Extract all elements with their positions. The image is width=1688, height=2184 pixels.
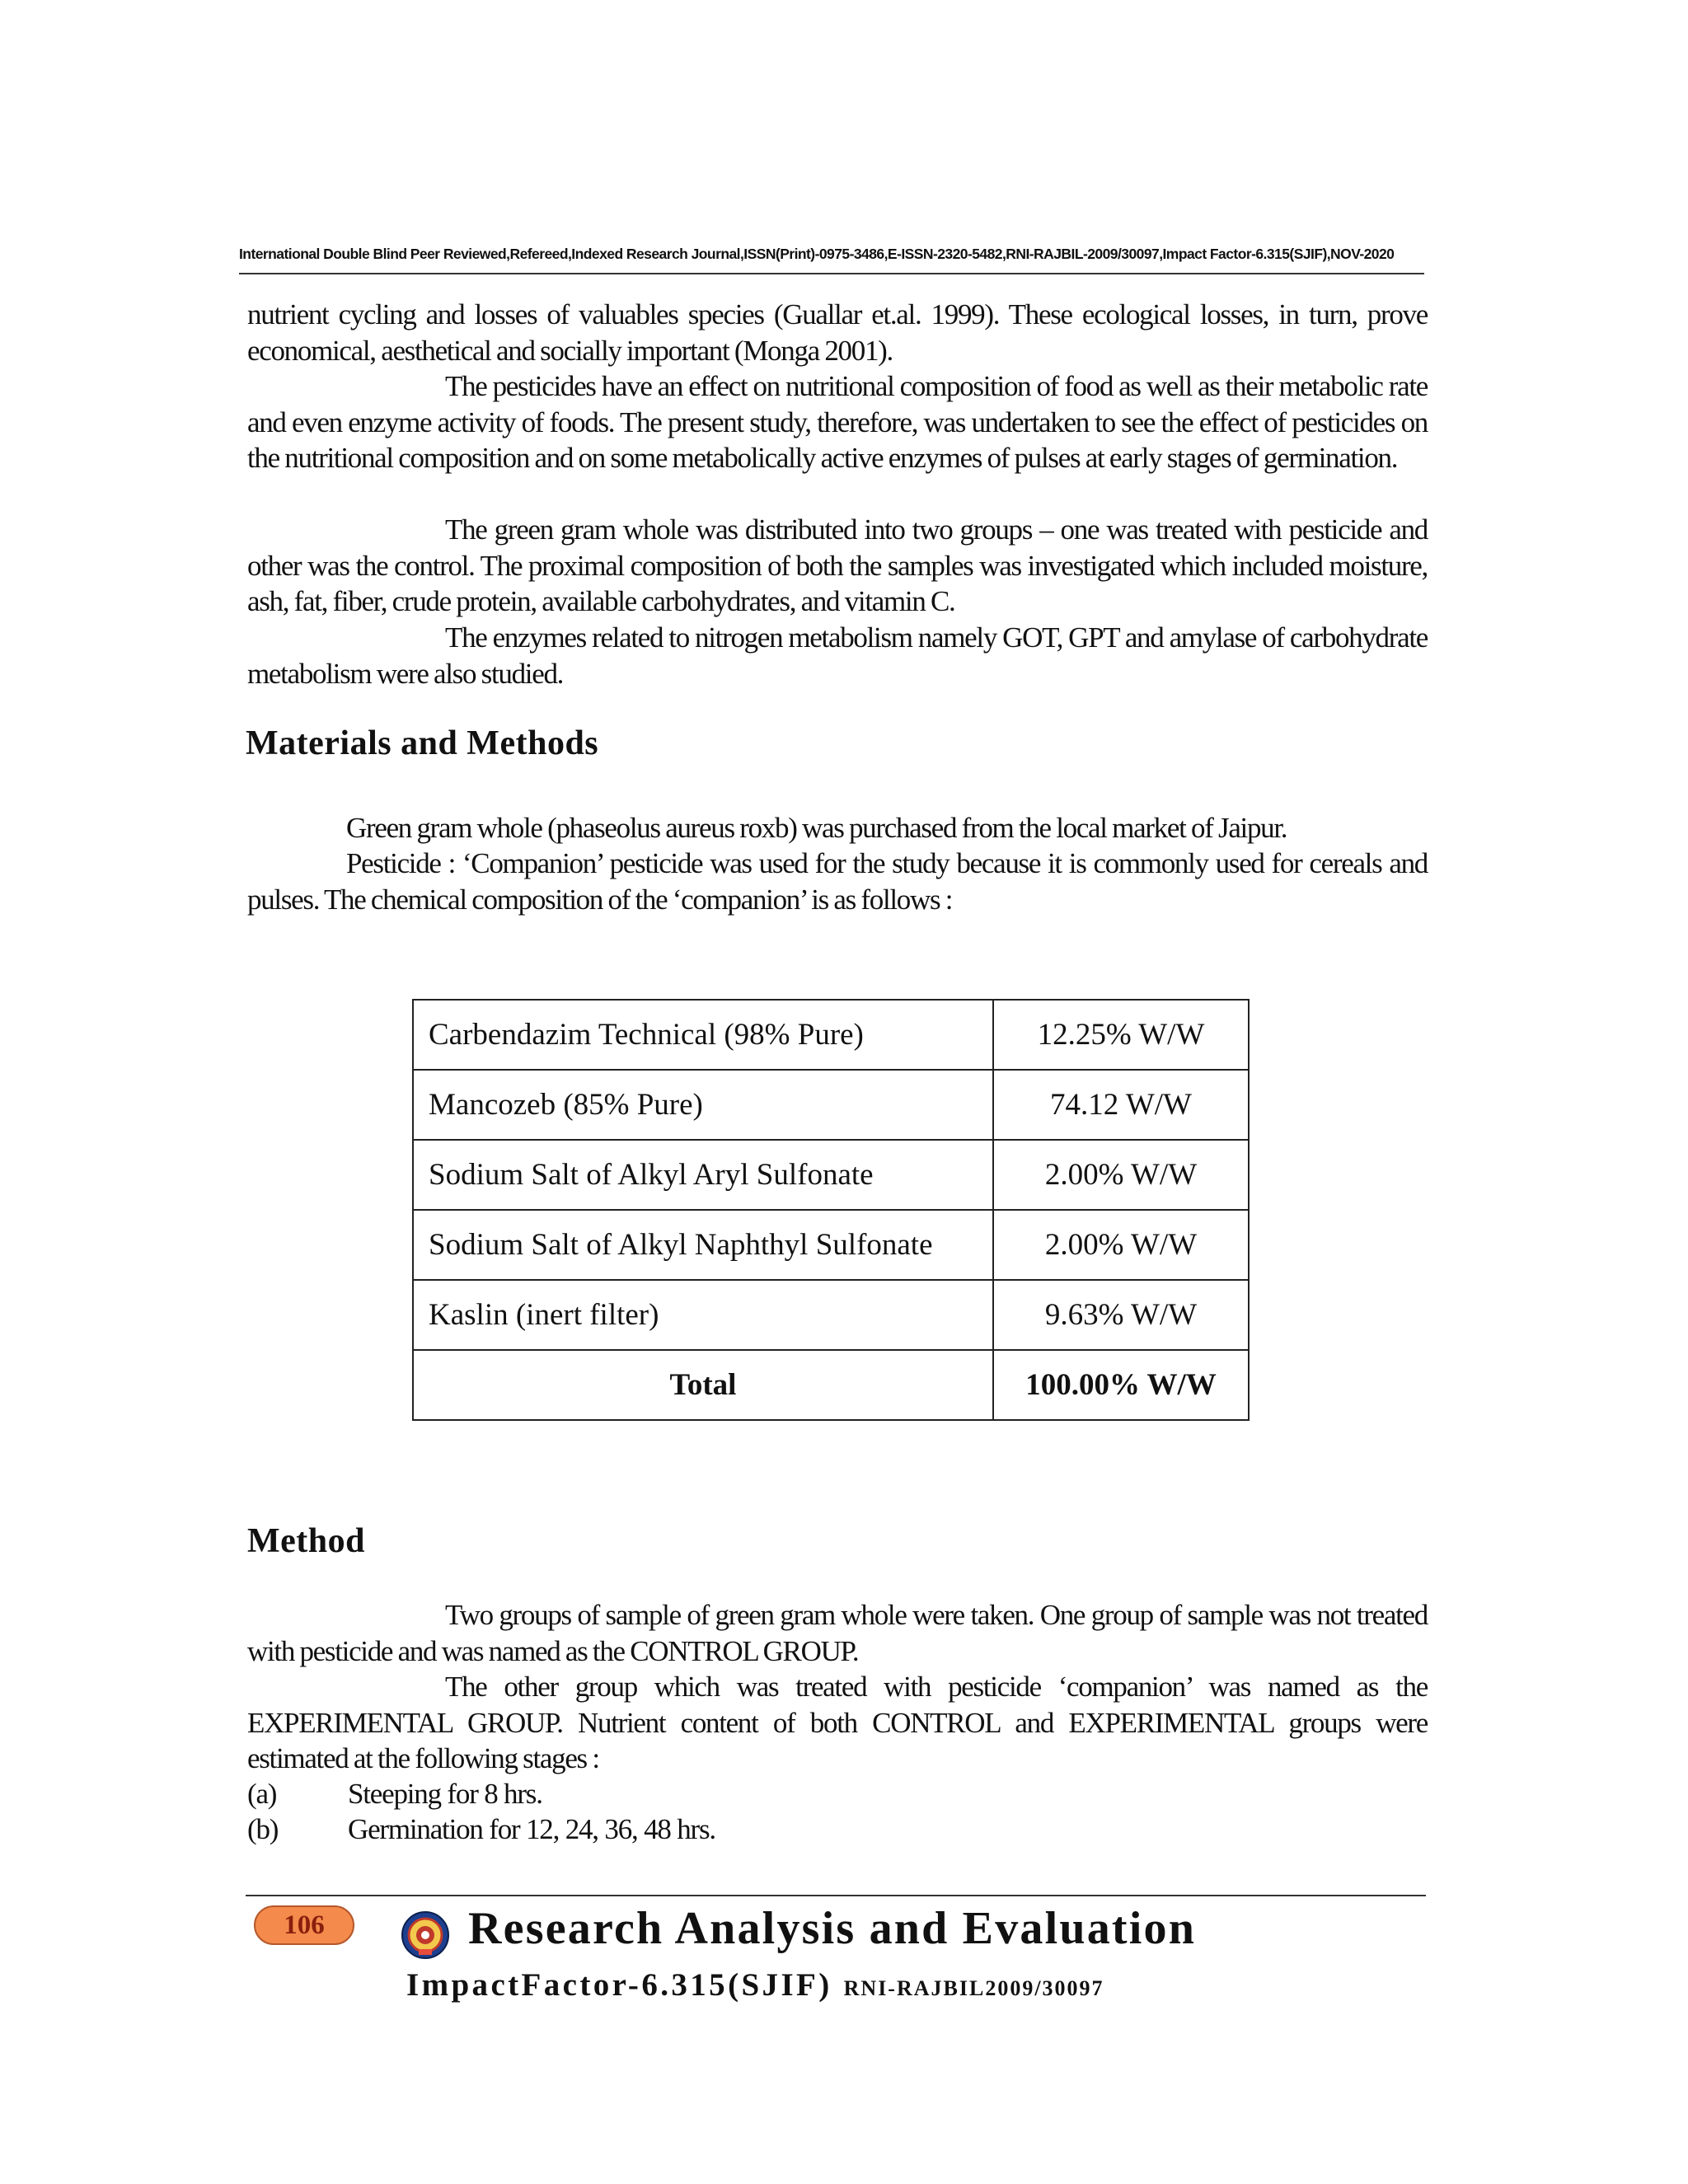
table-total-row — [413, 1350, 1249, 1420]
intro-paragraph-1: nutrient cycling and losses of valuables species (Guallar et.al. 1999). These ecological losses, in turn, prove economical, aesthetical and socially important (Monga 2001). — [247, 298, 1428, 367]
method-paragraph-1: Two groups of sample of green gram whole were taken. One group of sample was not treated with pesticide and was named as the CONTROL GROUP. — [247, 1599, 1428, 1667]
ingredient-value: 9.63% W/W — [993, 1280, 1249, 1350]
ingredient-value: 2.00% W/W — [993, 1140, 1249, 1210]
ingredient-name: Kaslin (inert filter) — [413, 1280, 993, 1350]
ingredient-name: Mancozeb (85% Pure) — [413, 1070, 993, 1140]
impact-factor: ImpactFactor-6.315(SJIF) — [406, 1967, 832, 2003]
running-header: International Double Blind Peer Reviewed,Refereed,Indexed Research Journal,ISSN(Print)-0975-3486,E-ISSN-2320-5482,RNI-RAJBIL-2009/30097,Impact Factor-6.315(SJIF),NOV-2020 — [239, 246, 1395, 262]
materials-heading: Materials and Methods — [246, 724, 599, 762]
intro-paragraph-3: The green gram whole was distributed into two groups – one was treated with pesticide and other was the control. The proximal composition of both the samples was investigated which included moisture, ash, fat, fiber, crude protein, available carbohydrates, and vitamin C. — [247, 513, 1428, 618]
ingredient-value: 2.00% W/W — [993, 1210, 1249, 1280]
list-marker: (b) — [247, 1813, 279, 1845]
impact-factor-line — [406, 1966, 1104, 2004]
footer-rule — [246, 1895, 1426, 1896]
journal-seal-icon — [401, 1910, 450, 1960]
table-row — [413, 1210, 1249, 1280]
intro-paragraph-2: The pesticides have an effect on nutritional composition of food as well as their metabolic rate and even enzyme activity of foods. The present study, therefore, was undertaken to see the effect of pesticides on the nutritional composition and on some metabolically active enzymes of pulses at early stages of germination. — [247, 370, 1428, 475]
header-rule — [239, 273, 1424, 274]
journal-name: Research Analysis and Evaluation — [468, 1903, 1197, 1954]
method-paragraph-2: The other group which was treated with pesticide ‘companion’ was named as the EXPERIMENTAL GROUP. Nutrient content of both CONTROL and EXPERIMENTAL groups were estimated at the following stages : — [247, 1671, 1428, 1775]
ingredient-value: 12.25% W/W — [993, 1000, 1249, 1070]
list-item — [247, 1813, 715, 1846]
table-row — [413, 1000, 1249, 1070]
materials-paragraph-2: Pesticide : ‘Companion’ pesticide was used for the study because it is commonly used for cereals and pulses. The chemical composition of the ‘companion’ is as follows : — [247, 847, 1428, 916]
table-row — [413, 1280, 1249, 1350]
ingredient-value: 74.12 W/W — [993, 1070, 1249, 1140]
list-marker: (a) — [247, 1778, 277, 1810]
total-label: Total — [413, 1350, 993, 1420]
list-text: Germination for 12, 24, 36, 48 hrs. — [348, 1813, 715, 1845]
table-row — [413, 1070, 1249, 1140]
ingredient-name: Carbendazim Technical (98% Pure) — [413, 1000, 993, 1070]
method-heading: Method — [247, 1522, 365, 1560]
composition-table — [412, 999, 1250, 1421]
ingredient-name: Sodium Salt of Alkyl Naphthyl Sulfonate — [413, 1210, 993, 1280]
ingredient-name: Sodium Salt of Alkyl Aryl Sulfonate — [413, 1140, 993, 1210]
list-text: Steeping for 8 hrs. — [348, 1778, 542, 1810]
table-row — [413, 1140, 1249, 1210]
list-item — [247, 1778, 542, 1811]
rni-number: RNI-RAJBIL2009/30097 — [843, 1976, 1104, 2000]
materials-paragraph-1: Green gram whole (phaseolus aureus roxb) was purchased from the local market of Jaipur. — [346, 812, 1287, 844]
intro-paragraph-4: The enzymes related to nitrogen metabolism namely GOT, GPT and amylase of carbohydrate metabolism were also studied. — [247, 621, 1428, 690]
total-value: 100.00% W/W — [993, 1350, 1249, 1420]
page-number-badge: 106 — [254, 1905, 354, 1945]
